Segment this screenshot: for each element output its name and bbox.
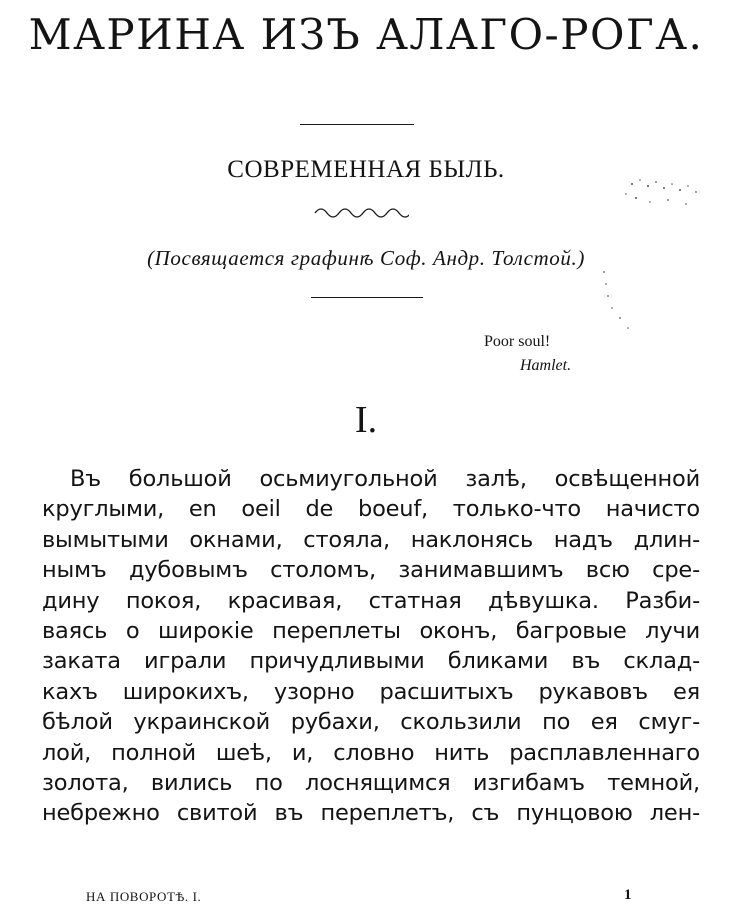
subtitle: СОВРЕМЕННАЯ БЫЛЬ. [227, 156, 505, 183]
body-text [42, 464, 700, 829]
footer-signature: НА ПОВОРОТѢ. I. [86, 889, 202, 904]
body-line: Въ большой осьмиугольной залѣ, освѣщенной [70, 466, 700, 492]
epigraph-text: Poor soul! [484, 333, 551, 350]
body-line: заката играли причудливыми бликами въ склад- [42, 648, 700, 675]
dedication: (Посвящается графинѣ Соф. Андр. Толстой.) [147, 246, 585, 270]
chapter-number: I. [354, 399, 378, 441]
epigraph-source: Hamlet. [520, 357, 572, 374]
page-number: 1 [624, 887, 632, 903]
dedication-divider [311, 297, 423, 298]
title-divider [300, 124, 414, 125]
body-line: вымытыми окнами, стояла, наклонясь надъ длин- [42, 526, 700, 553]
wavy-ornament [313, 204, 409, 218]
body-line: лой, полной шеѣ, и, словно нить расплавленнаго [42, 739, 700, 766]
body-line: нымъ дубовымъ столомъ, занимавшимъ всю сре- [42, 557, 700, 584]
body-line: бѣлой украинской рубахи, скользили по ея смуг- [42, 709, 700, 736]
body-line: ваясь о широкiе переплеты оконъ, багровые лучи [42, 617, 700, 644]
body-line: золота, вились по лоснящимся изгибамъ темной, [42, 769, 700, 796]
page-title: МАРИНА ИЗЪ АЛАГО-РОГА. [28, 10, 704, 59]
body-line: небрежно свитой въ переплетъ, съ пунцовою лен- [42, 800, 700, 827]
body-line: дину покоя, красивая, статная дѣвушка. Разби- [42, 587, 700, 614]
body-line: кахъ широкихъ, узорно расшитыхъ рукавовъ ея [42, 678, 700, 705]
paper-speckles [590, 172, 720, 352]
body-line: круглыми, en oeil de boeuf, только-что начисто [42, 496, 700, 523]
